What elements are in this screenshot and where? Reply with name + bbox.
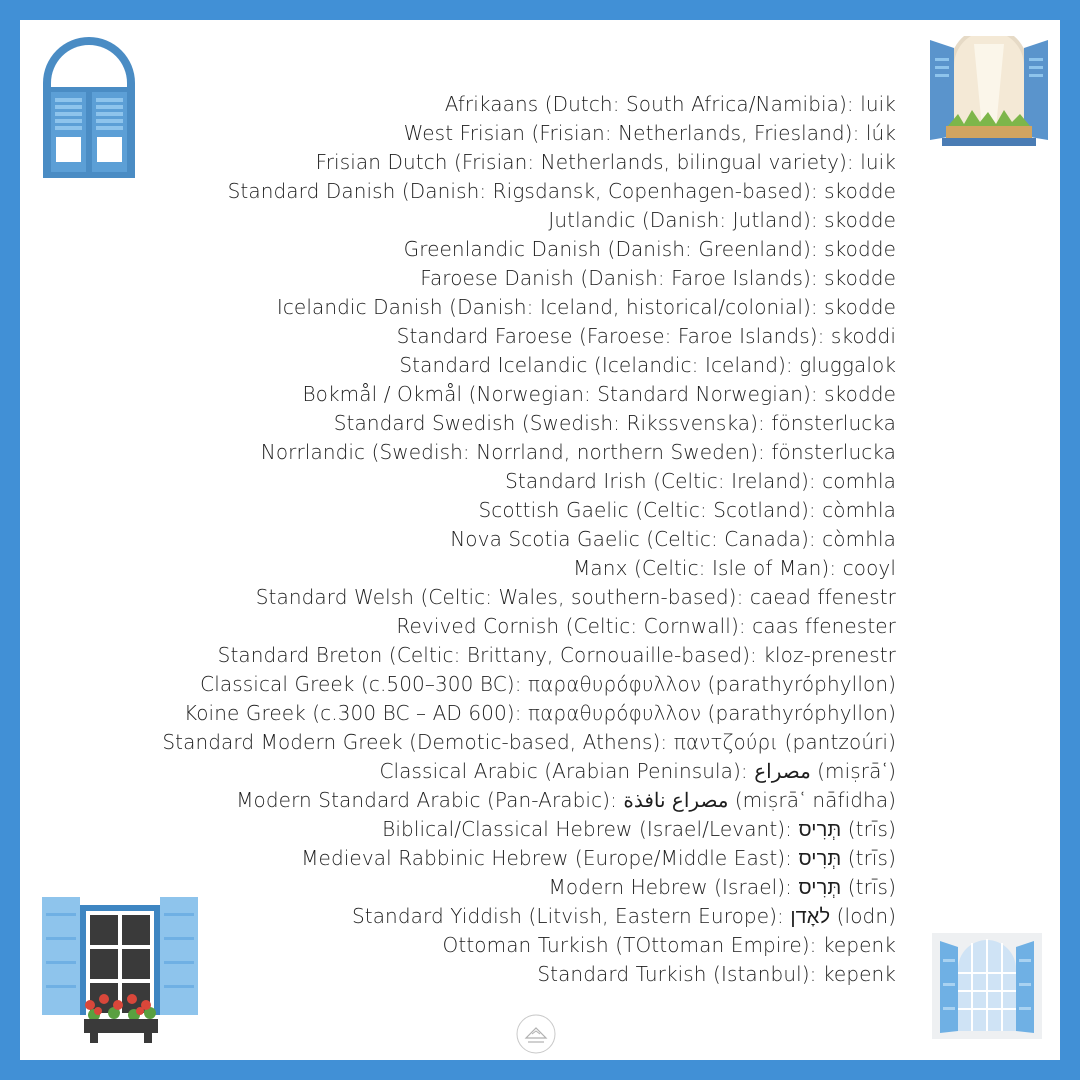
list-item: Standard Yiddish (Litvish, Eastern Europe): לאָדן (lodn) xyxy=(351,904,896,928)
list-item: Frisian Dutch (Frisian: Netherlands, bilingual variety): luik xyxy=(315,150,896,174)
list-item: Modern Standard Arabic (Pan-Arabic): مصراع نافذة (miṣrāʿ nāfidha) xyxy=(236,788,896,812)
list-item: Faroese Danish (Danish: Faroe Islands): skodde xyxy=(420,266,896,290)
list-item: Standard Faroese (Faroese: Faroe Islands): skoddi xyxy=(396,324,896,348)
list-item: Classical Arabic (Arabian Peninsula): مصراع (miṣrāʿ) xyxy=(379,759,896,783)
list-item: Bokmål / Okmål (Norwegian: Standard Norwegian): skodde xyxy=(302,382,896,406)
open-window-curtain-icon xyxy=(930,36,1048,148)
list-item: Ottoman Turkish (TOttoman Empire): kepenk xyxy=(442,933,896,957)
list-item: Standard Danish (Danish: Rigsdansk, Copenhagen-based): skodde xyxy=(227,179,896,203)
list-item: Biblical/Classical Hebrew (Israel/Levant): תְּרִיס (trīs) xyxy=(382,817,896,841)
list-item: Icelandic Danish (Danish: Iceland, historical/colonial): skodde xyxy=(276,295,896,319)
list-item: Classical Greek (c.500–300 BC): παραθυρόφυλλον (parathyróphyllon) xyxy=(200,672,896,696)
list-item: Nova Scotia Gaelic (Celtic: Canada): còmhla xyxy=(450,527,896,551)
list-item: West Frisian (Frisian: Netherlands, Friesland): lúk xyxy=(403,121,896,145)
publisher-logo-icon xyxy=(510,1012,562,1060)
list-item: Standard Swedish (Swedish: Rikssvenska): fönsterlucka xyxy=(333,411,896,435)
list-item: Standard Turkish (Istanbul): kepenk xyxy=(537,962,896,986)
list-item: Greenlandic Danish (Danish: Greenland): skodde xyxy=(403,237,896,261)
translation-list xyxy=(0,90,896,989)
list-item: Norrlandic (Swedish: Norrland, northern Sweden): fönsterlucka xyxy=(260,440,896,464)
list-item: Standard Welsh (Celtic: Wales, southern-based): caead ffenestr xyxy=(255,585,896,609)
list-item: Standard Modern Greek (Demotic-based, Athens): παντζούρι (pantzoúri) xyxy=(162,730,896,754)
list-item: Medieval Rabbinic Hebrew (Europe/Middle East): תְּרִיס (trīs) xyxy=(301,846,896,870)
list-item: Jutlandic (Danish: Jutland): skodde xyxy=(548,208,896,232)
list-item: Koine Greek (c.300 BC – AD 600): παραθυρόφυλλον (parathyróphyllon) xyxy=(184,701,896,725)
list-item: Modern Hebrew (Israel): תְּרִיס (trīs) xyxy=(548,875,896,899)
list-item: Standard Breton (Celtic: Brittany, Cornouaille-based): kloz-prenestr xyxy=(217,643,896,667)
window-light-shutters-icon xyxy=(932,933,1042,1039)
list-item: Scottish Gaelic (Celtic: Scotland): còmhla xyxy=(478,498,896,522)
list-item: Manx (Celtic: Isle of Man): cooyl xyxy=(573,556,896,580)
list-item: Standard Icelandic (Icelandic: Iceland): gluggalok xyxy=(399,353,896,377)
list-item: Revived Cornish (Celtic: Cornwall): caas ffenester xyxy=(396,614,896,638)
list-item: Standard Irish (Celtic: Ireland): comhla xyxy=(505,469,896,493)
list-item: Afrikaans (Dutch: South Africa/Namibia): luik xyxy=(444,92,896,116)
